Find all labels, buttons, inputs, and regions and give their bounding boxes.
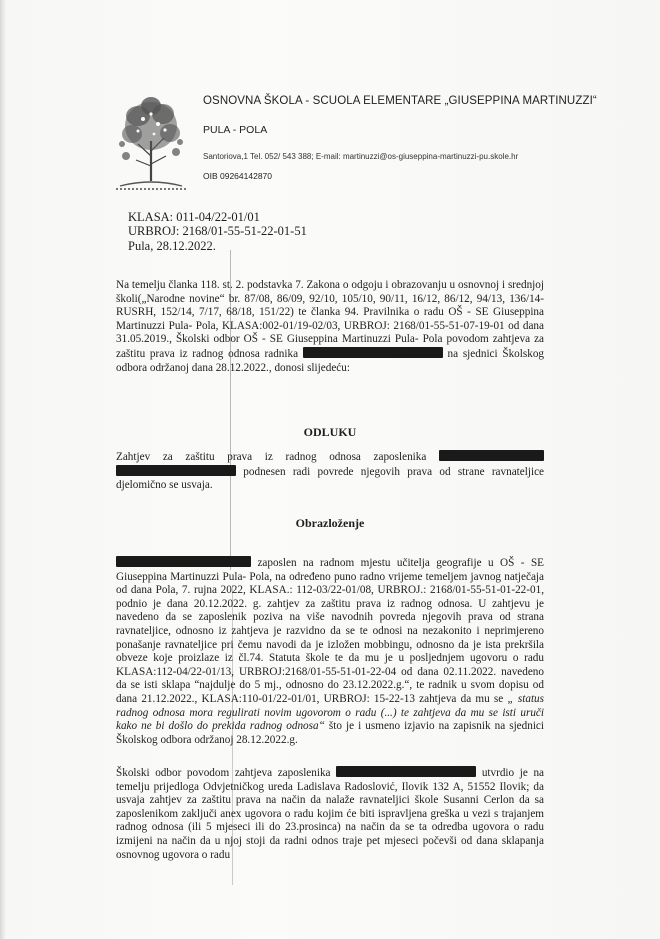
intro-paragraph xyxy=(116,279,544,375)
redacted-name-block xyxy=(116,465,236,476)
decision-text-cont: podnesen radi povrede njegovih prava od strane ravnateljice djelomično se usvaja. xyxy=(116,465,544,492)
decision-heading: ODLUKU xyxy=(303,425,357,439)
school-oib: OIB 09264142870 xyxy=(203,171,273,181)
urbroj-reference: URBROJ: 2168/01-55-51-22-01-51 xyxy=(128,224,307,238)
school-contact: Santoriova,1 Tel. 052/ 543 388; E-mail: martinuzzi@os-giuseppina-martinuzzi-pu.skole.hr xyxy=(203,152,519,161)
school-name: OSNOVNA ŠKOLA - SCUOLA ELEMENTARE „GIUSEPPINA MARTINUZZI“ xyxy=(203,95,597,107)
redacted-name-block xyxy=(303,347,443,358)
redacted-name-block xyxy=(336,766,476,777)
place-date: Pula, 28.12.2022. xyxy=(128,239,216,253)
intro-text: Na temelju članka 118. st. 2. podstavka 7. Zakona o odgoju i obrazovanju u osnovnoj i srednjoj školi(„Narodne novine“ br. 87/08, 86/09, 92/10, 105/10, 90/11, 16/12, 86/12, 94/13, 136/14-RUSRH, 152/14, 7/17, 68/18, 151/22) te članka 94. Pravilnika o radu OŠ - SE Giuseppina Martinuzzi Pula- Pola, KLASA:002-01/19-02/03, URBROJ: 2168/01-55-51-07-19-01 od dana 31.05.2019., Školski odbor OŠ - SE Giuseppina Martinuzzi Pula- Pola povodom zahtjeva za zaštitu prava iz radnog odnosa radnika xyxy=(116,279,544,360)
board-text-cont: utvrdio je na temelju prijedloga Odvjetničkog ureda Ladislava Radoslović, Ilovik 132 A, 51552 Ilovik; da usvaja zahtjev za zaštitu prava na način da nalaže ravnateljici škole Susanni Cerlon da sa zaposlenikom zaključi anex ugovora o radu kojim će biti ispravljena greška u vezi s trajanjem radnog odnosa (ili 5 mjeseci ili do 23.prosinca) na način da se ta odredba ugovora o radu izmijeni na način da u njoj stoji da radni odnos traje pet mjeseci počevši od dana sklapanja osnovnog ugovora o radu xyxy=(116,767,545,861)
decision-text: Zahtjev za zaštitu prava iz radnog odnosa zaposlenika xyxy=(116,451,427,463)
klasa-reference: KLASA: 011-04/22-01/01 xyxy=(128,210,260,224)
school-crest-logo-icon xyxy=(108,86,194,198)
logo-caption-line xyxy=(116,188,186,196)
board-text: Školski odbor povodom zahtjeva zaposlenika xyxy=(116,767,331,779)
explanation-text-cont: što je i usmeno izjavio na zapisnik na sjednici Školskog odbora održanoj 28.12.2022.g. xyxy=(116,720,545,746)
explanation-paragraph xyxy=(116,556,544,747)
decision-paragraph xyxy=(116,450,544,493)
explanation-quote: „ status radnog odnosa mora regulirati novim ugovorom o radu (...) te zahtjeva da mu se isti uruči kako ne bi došlo do prekida radnog odnosa“ xyxy=(116,692,545,733)
redacted-name-block xyxy=(116,556,251,567)
board-paragraph xyxy=(116,766,544,862)
redacted-name-block xyxy=(439,450,544,461)
school-city: PULA - POLA xyxy=(203,124,268,136)
intro-text-cont: na sjednici Školskog odbora održanoj dana 28.12.2022., donosi slijedeću: xyxy=(116,347,545,374)
explanation-heading: Obrazloženje xyxy=(295,516,365,530)
explanation-text: zaposlen na radnom mjestu učitelja geografije u OŠ - SE Giuseppina Martinuzzi Pula- Pola, na određeno puno radno vrijeme temeljem javnog natječaja od dana Pola, 7. rujna 2022, KLASA.: 112-03/22-01/08, URBROJ.: 2168/01-55-51-01-22-01, podnio je dana 20.12.2022. g. zahtjev za zaštitu prava iz radnog odnosa. U zahtjevu je navedeno da se zaposlenik poziva na više navodnih povreda njegovih prava od strana ravnateljice, odnosno iz zahtjeva je razvidno da se te odnosi na nezakonito i neprimjereno ponašanje ravnateljice pri čemu navodi da je izložen mobbingu, odnosno da je ista prekršila obveze koje proizlaze iz čl.74. Statuta škole te da mu je u posljednjem ugovoru o radu KLASA:112-04/22-01/13, URBROJ:2168/01-55-51-01-22-04 od dana 02.11.2022. navedeno da se isti sklapa “najdulje do 5 mj., odnosno do 23.12.2022.g.“, te radnik u svom dopisu od dana 21.12.2022., KLASA:110-01/22-01/01, URBROJ: 15-22-13 zahtjeva da mu se xyxy=(116,557,544,705)
